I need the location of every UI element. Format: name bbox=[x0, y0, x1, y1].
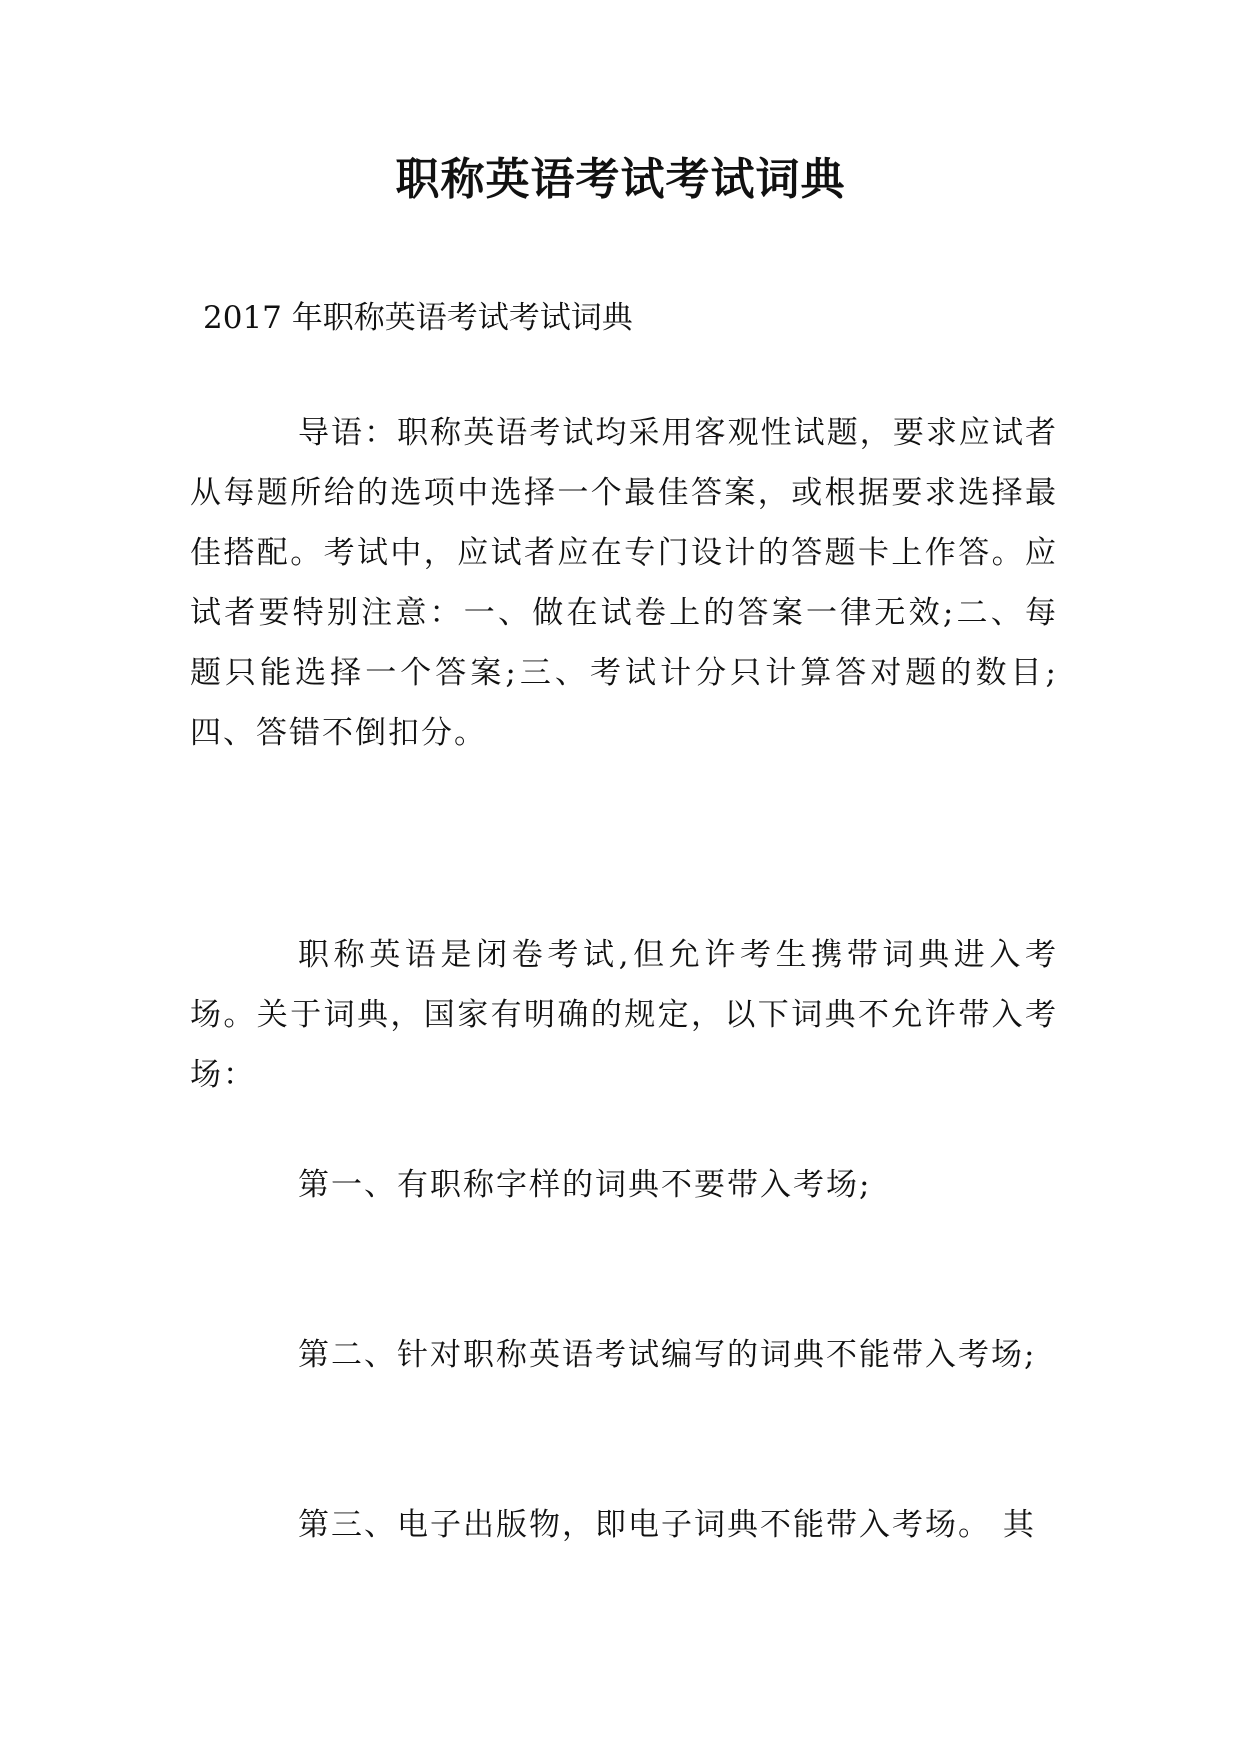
document-subtitle: 2017 年职称英语考试考试词典 bbox=[203, 300, 633, 336]
paragraph-dictionary-rules: 职称英语是闭卷考试,但允许考生携带词典进入考场。关于词典，国家有明确的规定，以下词典不允许带入考场： bbox=[190, 937, 1058, 1093]
paragraph-intro: 导语：职称英语考试均采用客观性试题，要求应试者从每题所给的选项中选择一个最佳答案，或根据要求选择最佳搭配。考试中，应试者应在专门设计的答题卡上作答。应试者要特别注意：一、做在试卷上的答案一律无效;二、每题只能选择一个答案;三、考试计分只计算答对题的数目;四、答错不倒扣分。 bbox=[190, 415, 1058, 751]
rule-item-1: 第一、有职称字样的词典不要带入考场; bbox=[298, 1167, 872, 1203]
rule-item-3: 第三、电子出版物，即电子词典不能带入考场。 其 bbox=[298, 1507, 1036, 1543]
document-title: 职称英语考试考试词典 bbox=[395, 154, 846, 205]
rule-item-2: 第二、针对职称英语考试编写的词典不能带入考场; bbox=[298, 1337, 1037, 1373]
